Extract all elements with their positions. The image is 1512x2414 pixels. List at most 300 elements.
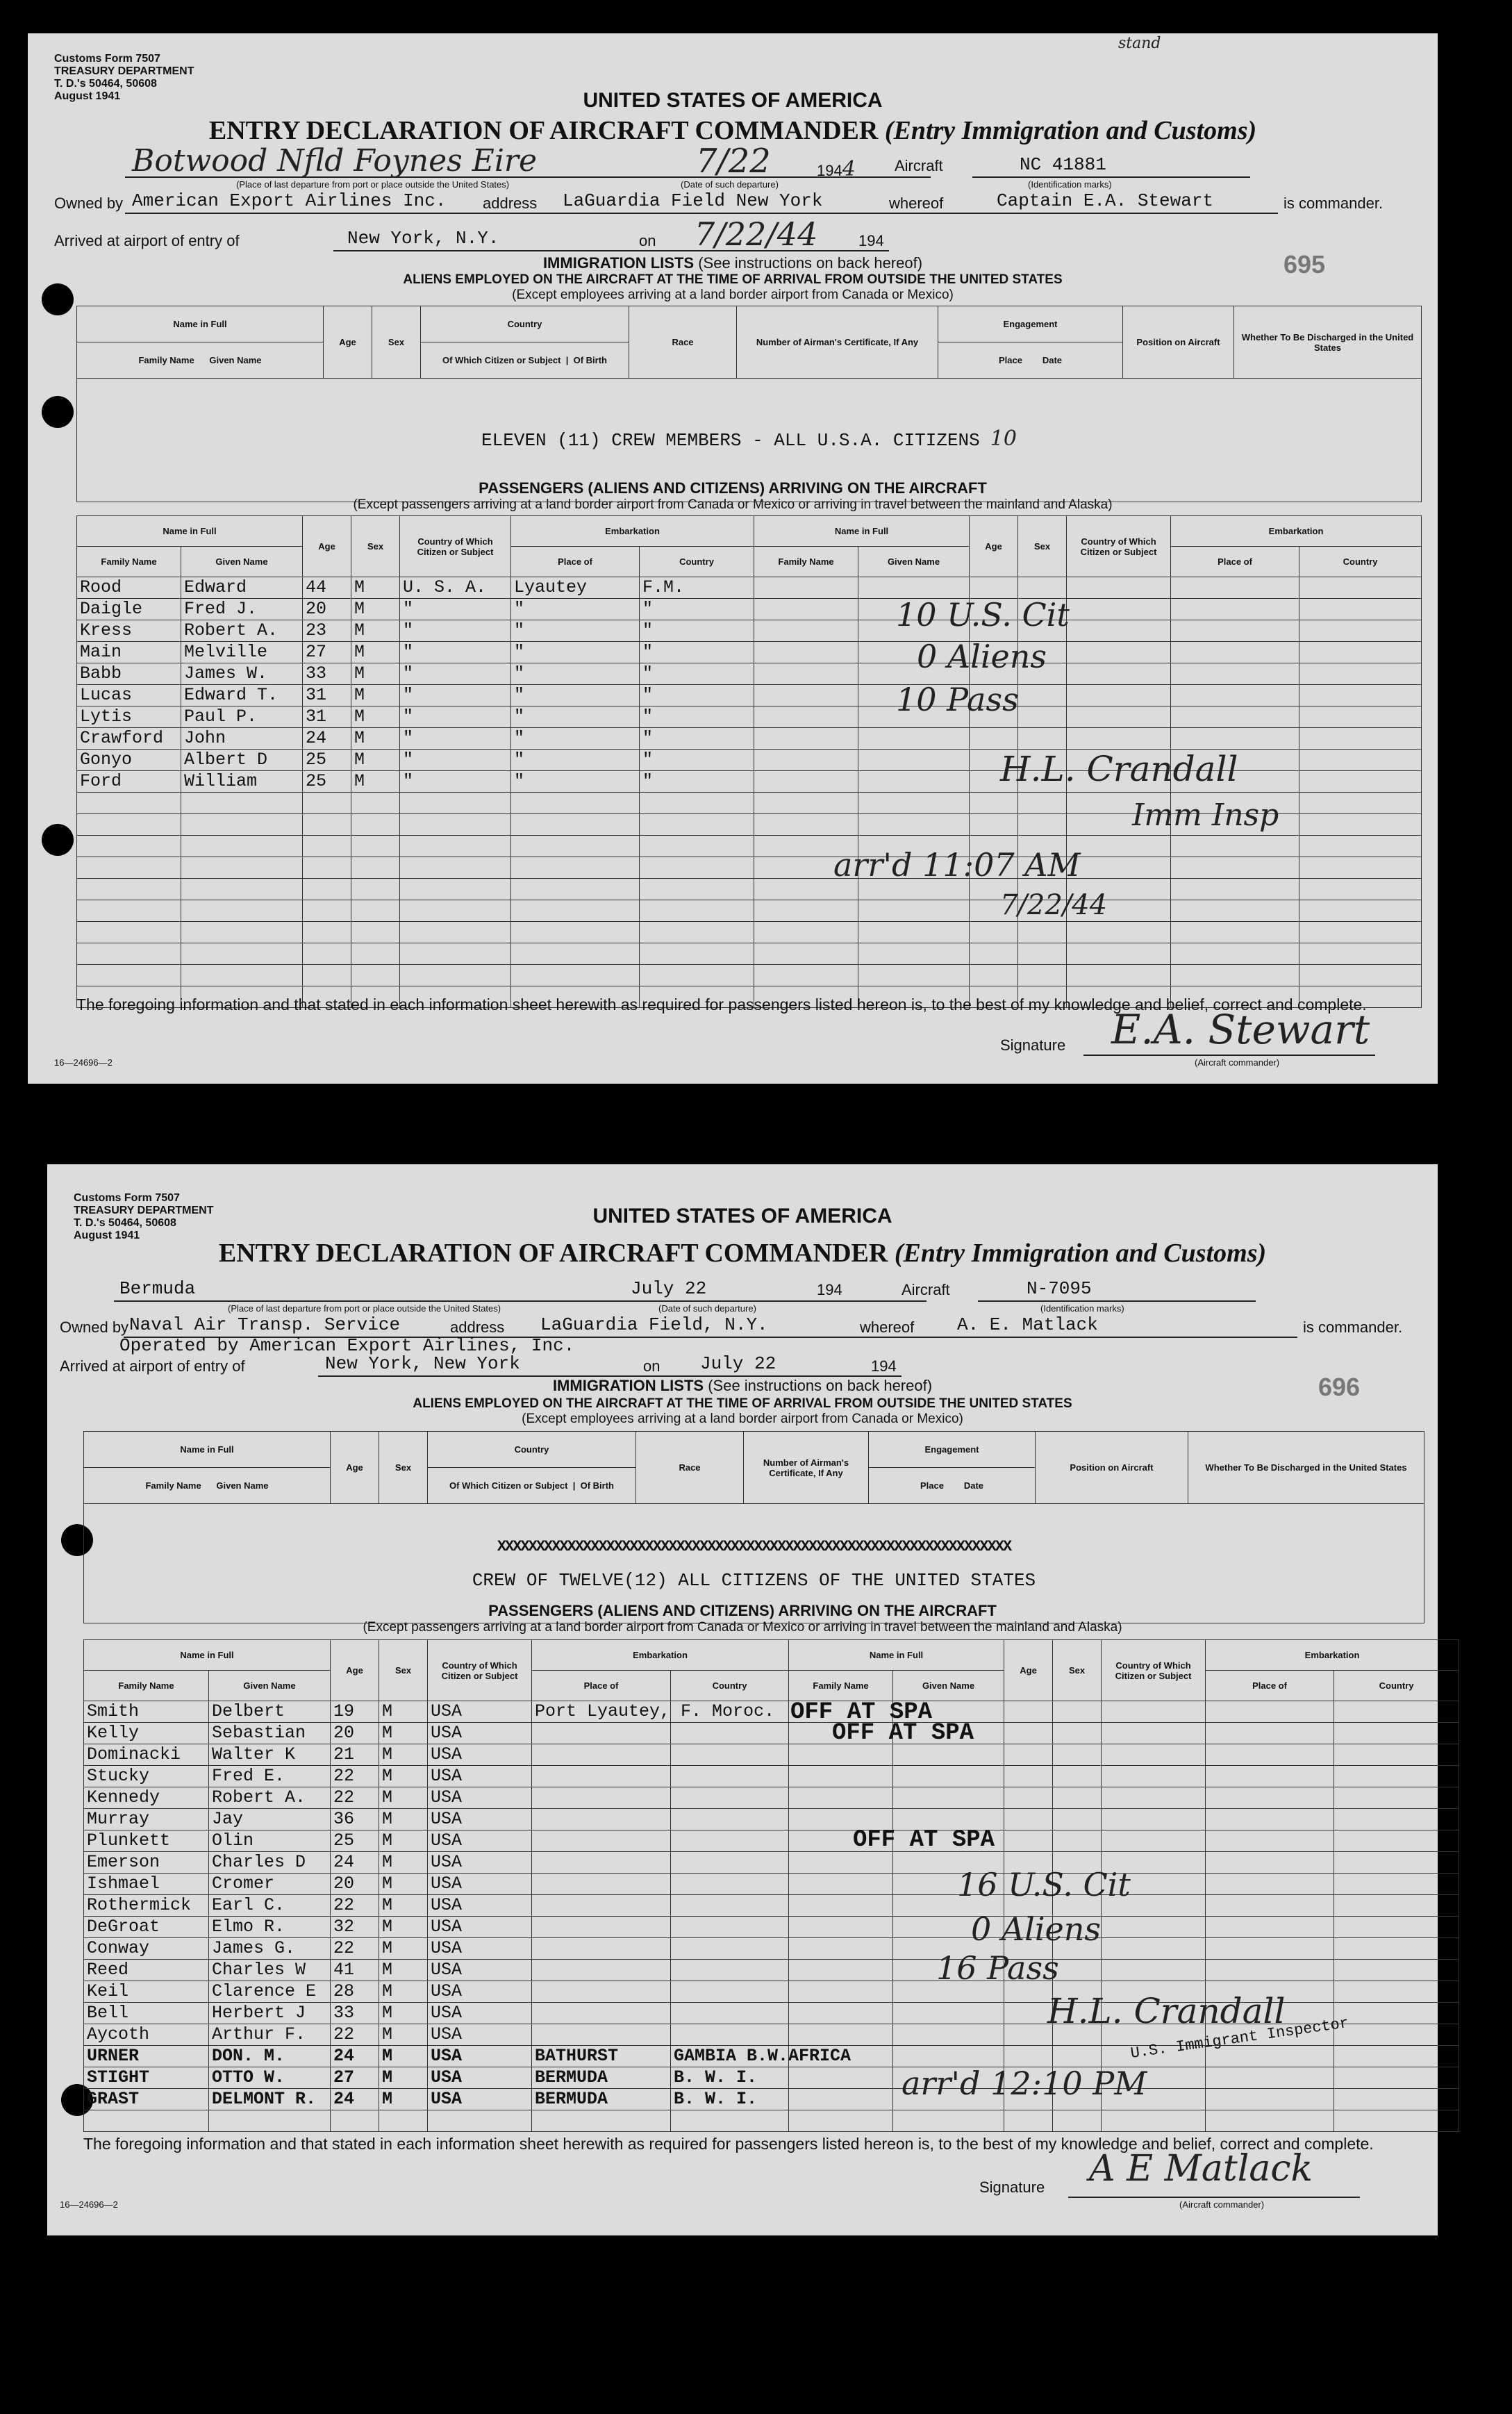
cell-place [532,1830,671,1852]
cell-given: Cromer [209,1874,331,1895]
cell-empty [640,943,754,965]
cell-empty [1299,685,1422,706]
cell-empty [1102,1917,1206,1938]
pcol-given: Given Name [181,547,303,577]
cell-citizen: USA [428,2024,532,2046]
cell-empty [511,879,640,900]
passengers-subheading: (Except passengers arriving at a land border airport from Canada or Mexico or arriving in travel between the mainland and Alaska) [353,497,1113,512]
cell-place [532,1960,671,1981]
cell-empty [351,814,400,836]
col-citizen-birth: Of Which Citizen or Subject | Of Birth [421,342,629,379]
table-row [77,922,1422,943]
cell-sex: M [351,750,400,771]
commander-signature: E.A. Stewart [1111,1006,1370,1053]
col-place: Place [920,1480,944,1491]
cell-family: DeGroat [84,1917,209,1938]
caption-departure: (Place of last departure from port or place outside the United States) [228,1303,501,1314]
cell-empty [1004,2046,1053,2067]
table-row [84,2046,1459,2067]
cell-empty [640,965,754,986]
cell-empty [303,814,351,836]
cell-empty [400,836,511,857]
punch-hole [42,824,74,856]
cell-empty [1334,2003,1459,2024]
cell-family: Conway [84,1938,209,1960]
owned-by-label: Owned by [54,195,124,212]
departure-port: Bermuda [119,1278,196,1299]
cell-empty [1171,922,1299,943]
cell-family: Murray [84,1809,209,1830]
cell-empty [1018,706,1067,728]
cell-place [532,1874,671,1895]
cell-sex: M [379,1895,428,1917]
cell-place: " [511,728,640,750]
cell-age: 27 [331,2067,379,2089]
pcol-family: Family Name [77,547,181,577]
aircraft-label: Aircraft [895,157,943,174]
cell-empty [511,793,640,814]
cell-empty [351,836,400,857]
cell-country [671,1874,789,1895]
cell-empty [1171,663,1299,685]
cell-empty [303,793,351,814]
cell-empty [1102,1766,1206,1787]
cell-empty [1334,2046,1459,2067]
cell-sex: M [351,663,400,685]
cell-family: GRAST [84,2089,209,2110]
cell-empty [1067,577,1171,599]
cell-place [532,1723,671,1744]
aliens-table [83,1431,1424,1623]
cell-empty [1053,1960,1102,1981]
cell-given: Jay [209,1809,331,1830]
cell-empty [1102,2110,1206,2132]
cell-empty [1004,1766,1053,1787]
cell-empty [1004,1744,1053,1766]
cell-empty [858,728,970,750]
cell-given: Herbert J [209,2003,331,2024]
cell-empty [1067,642,1171,663]
cell-given: DON. M. [209,2046,331,2067]
cell-family: Daigle [77,599,181,620]
on-label: on [639,232,656,249]
cell-family: Bell [84,2003,209,2024]
cell-age: 22 [331,1766,379,1787]
cell-empty [303,836,351,857]
arrival-port: New York, New York [325,1353,520,1374]
cell-country [671,2024,789,2046]
cell-sex: M [379,1787,428,1809]
table-row [77,706,1422,728]
pcol-family-r: Family Name [754,547,858,577]
cell-empty [77,900,181,922]
cell-empty [77,793,181,814]
cell-country: F.M. [640,577,754,599]
cell-empty [400,793,511,814]
address: LaGuardia Field, N.Y. [540,1314,768,1335]
cell-citizen: " [400,642,511,663]
cell-empty [400,879,511,900]
cell-age: 44 [303,577,351,599]
cell-empty [1334,1701,1459,1723]
cell-place: Port Lyautey, F. Moroc. [532,1701,671,1723]
cell-empty [400,965,511,986]
cell-empty [858,793,970,814]
cell-empty [1171,943,1299,965]
cell-family: Smith [84,1701,209,1723]
signature-caption: (Aircraft commander) [1195,1057,1280,1068]
country-heading: UNITED STATES OF AMERICA [592,1205,892,1227]
cell-empty [970,728,1018,750]
cell-country [671,1852,789,1874]
cell-given: Clarence E [209,1981,331,2003]
cell-empty [1299,922,1422,943]
cell-empty [1018,965,1067,986]
cell-sex: M [379,1852,428,1874]
address: LaGuardia Field New York [563,190,823,211]
cell-empty [1334,1766,1459,1787]
cell-place: " [511,750,640,771]
col-country: Country [428,1432,636,1468]
cell-empty [1206,1938,1334,1960]
pcol-age: Age [331,1640,379,1701]
cell-country [671,1981,789,2003]
cell-family: URNER [84,2046,209,2067]
pcol-embarkation: Embarkation [511,516,754,547]
cell-empty [181,857,303,879]
cell-empty [754,706,858,728]
cell-citizen: USA [428,1744,532,1766]
cell-country [671,1809,789,1830]
immigration-lists-label: IMMIGRATION LISTS [542,254,695,272]
signature-label: Signature [979,2179,1045,2196]
cell-empty [858,577,970,599]
cell-empty [789,1744,893,1766]
certification-text: The foregoing information and that stated in each information sheet herewith as required for passengers listed hereon is, to the best of my knowledge and belief, correct and complete. [76,995,1367,1014]
col-engagement: Engagement [938,306,1123,342]
cell-empty [181,965,303,986]
cell-sex: M [351,771,400,793]
passengers-heading: PASSENGERS (ALIENS AND CITIZENS) ARRIVING ON THE AIRCRAFT [479,479,987,497]
caption-date: (Date of such departure) [681,179,779,190]
cell-empty [351,857,400,879]
cell-empty [1299,879,1422,900]
owned-by-label: Owned by [60,1318,129,1336]
cell-empty [1334,1830,1459,1852]
cell-family: Stucky [84,1766,209,1787]
cell-country: B. W. I. [671,2089,789,2110]
cell-empty [303,857,351,879]
cell-place: " [511,706,640,728]
cell-place: Lyautey [511,577,640,599]
cell-empty [754,943,858,965]
commander: Captain E.A. Stewart [997,190,1214,211]
cell-age: 24 [331,2046,379,2067]
cell-empty [789,1981,893,2003]
cell-country [671,1917,789,1938]
cell-country: B. W. I. [671,2067,789,2089]
cell-given: John [181,728,303,750]
whereof-label: whereof [860,1318,915,1336]
aliens-subheading: (Except employees arriving at a land border airport from Canada or Mexico) [512,288,954,302]
cell-empty [400,900,511,922]
note-inspector-signature: H.L. Crandall [1000,749,1238,789]
cell-family: Lytis [77,706,181,728]
cell-empty [970,577,1018,599]
col-race: Race [629,306,737,379]
table-row [77,599,1422,620]
cell-empty [754,599,858,620]
table-row [77,642,1422,663]
table-row [84,1744,1459,1766]
pcol-sex-r: Sex [1053,1640,1102,1701]
cell-place [532,1981,671,2003]
pcol-age: Age [303,516,351,577]
departure-date: 7/22 [696,142,771,181]
cell-sex: M [351,685,400,706]
table-row [77,620,1422,642]
cell-family: Babb [77,663,181,685]
cell-empty [754,771,858,793]
cell-citizen: " [400,663,511,685]
immigration-lists-heading [28,254,1438,272]
note-citizens: 10 U.S. Cit [896,596,1070,634]
cell-empty [893,2003,1004,2024]
cell-empty [1206,1830,1334,1852]
cell-age: 31 [303,685,351,706]
cell-empty [970,922,1018,943]
col-place: Place [998,355,1022,365]
cell-sex: M [351,577,400,599]
pcol-place: Place of [511,547,640,577]
cell-empty [1334,2110,1459,2132]
cell-country [671,1938,789,1960]
col-citizen: Of Which Citizen or Subject [442,355,561,365]
cell-empty [1102,1809,1206,1830]
cell-age: 20 [331,1874,379,1895]
cell-age: 21 [331,1744,379,1766]
col-sex: Sex [379,1432,428,1504]
col-citizen-birth: Of Which Citizen or Subject | Of Birth [428,1468,636,1504]
cell-age: 20 [331,1723,379,1744]
cell-place [532,1895,671,1917]
cell-empty [640,900,754,922]
cell-empty [77,943,181,965]
cell-empty [1004,1701,1053,1723]
cell-empty [400,943,511,965]
passengers-table [83,1639,1459,2132]
cell-empty [789,2067,893,2089]
pcol-name: Name in Full [77,516,303,547]
cell-given: Sebastian [209,1723,331,1744]
cell-empty [858,922,970,943]
caption-marks: (Identification marks) [1028,179,1112,190]
cell-empty [1171,836,1299,857]
cell-empty [1206,1766,1334,1787]
cell-empty [1299,663,1422,685]
cell-empty [1171,706,1299,728]
cell-empty [1171,728,1299,750]
cell-citizen: " [400,706,511,728]
col-position: Position on Aircraft [1036,1432,1188,1504]
title-main: ENTRY DECLARATION OF AIRCRAFT COMMANDER [218,1239,888,1268]
cell-empty [1206,1917,1334,1938]
pcol-country-r: Country [1299,547,1422,577]
cell-sex: M [379,2089,428,2110]
aircraft-id: N-7095 [1027,1278,1092,1299]
cell-country [671,1960,789,1981]
cell-citizen: USA [428,1766,532,1787]
note-aliens: 0 Aliens [971,1910,1101,1948]
cell-empty [303,900,351,922]
departure-port: Botwood Nfld Foynes Eire [132,143,537,179]
note-arrival-time: arr'd 11:07 AM [833,846,1081,884]
cell-citizen: USA [428,1874,532,1895]
cell-country [671,1830,789,1852]
cell-empty [1004,2003,1053,2024]
cell-empty [1334,1981,1459,2003]
cell-empty [1299,577,1422,599]
cell-family: Reed [84,1960,209,1981]
cell-empty [1102,1744,1206,1766]
cell-citizen: USA [428,1787,532,1809]
cell-empty [1206,2067,1334,2089]
cell-sex: M [379,1809,428,1830]
aliens-heading: ALIENS EMPLOYED ON THE AIRCRAFT AT THE TIME OF ARRIVAL FROM OUTSIDE THE UNITED STATES [413,1396,1072,1411]
cell-citizen: USA [428,1701,532,1723]
cell-family: Dominacki [84,1744,209,1766]
cell-sex: M [379,1917,428,1938]
col-family: Family Name [138,355,194,365]
cell-empty [1053,1766,1102,1787]
cell-country: " [640,728,754,750]
crew-correction: 10 [990,427,1017,451]
pcol-country-r: Country [1334,1671,1459,1701]
cell-empty [511,900,640,922]
cell-sex: M [351,642,400,663]
pcol-citizen-r: Country of Which Citizen or Subject [1067,516,1171,577]
cell-age: 25 [331,1830,379,1852]
cell-given: Melville [181,642,303,663]
cell-empty [1171,879,1299,900]
cell-given: Edward T. [181,685,303,706]
print-code: 16—24696—2 [54,1057,113,1068]
title-main: ENTRY DECLARATION OF AIRCRAFT COMMANDER [208,116,879,145]
cell-empty [181,879,303,900]
aircraft-id: NC 41881 [1020,154,1106,175]
cell-empty [1067,836,1171,857]
table-row [77,663,1422,685]
cell-empty [1334,2067,1459,2089]
col-family-given [77,342,324,379]
cell-empty [351,900,400,922]
cell-place: " [511,599,640,620]
country-heading: UNITED STATES OF AMERICA [583,89,883,112]
col-race: Race [636,1432,744,1504]
cell-empty [1299,728,1422,750]
table-row [84,1766,1459,1787]
cell-citizen: USA [428,1830,532,1852]
cell-empty [181,836,303,857]
cell-empty [1206,1874,1334,1895]
col-engagement: Engagement [869,1432,1036,1468]
cell-empty [1334,2089,1459,2110]
cell-empty [789,2003,893,2024]
form-number: Customs Form 7507 [54,53,160,65]
caption-date: (Date of such departure) [658,1303,756,1314]
cell-citizen: USA [428,2089,532,2110]
cell-given: OTTO W. [209,2067,331,2089]
arrived-label: Arrived at airport of entry of [54,232,240,249]
pcol-name: Name in Full [84,1640,331,1671]
cell-empty [1067,599,1171,620]
cell-age: 23 [303,620,351,642]
cell-sex: M [379,1981,428,2003]
cell-age: 22 [331,1787,379,1809]
signature-caption: (Aircraft commander) [1179,2199,1265,2210]
cell-country [671,1787,789,1809]
cell-family: Emerson [84,1852,209,1874]
table-row [84,2067,1459,2089]
cell-sex: M [351,728,400,750]
cell-given: William [181,771,303,793]
cell-citizen: " [400,685,511,706]
cell-empty [303,965,351,986]
cell-family: Aycoth [84,2024,209,2046]
cell-empty [1206,1895,1334,1917]
immigration-lists-label: IMMIGRATION LISTS [552,1377,704,1394]
cell-given: Fred E. [209,1766,331,1787]
cell-empty [640,922,754,943]
cell-sex: M [379,1701,428,1723]
cell-sex: M [351,599,400,620]
cell-country [671,2003,789,2024]
passengers-subheading: (Except passengers arriving at a land border airport from Canada or Mexico or arriving in travel between the mainland and Alaska) [363,1620,1122,1635]
cell-place [532,2024,671,2046]
cell-sex: M [379,2003,428,2024]
cell-age: 24 [303,728,351,750]
cell-empty [1102,1787,1206,1809]
col-given: Given Name [209,355,262,365]
cell-place [532,1766,671,1787]
cell-empty [1067,706,1171,728]
cell-empty [858,943,970,965]
cell-empty [858,771,970,793]
cell-empty [77,857,181,879]
cell-age: 19 [331,1701,379,1723]
table-row [77,857,1422,879]
is-commander-label: is commander. [1283,195,1384,212]
cell-empty [1334,1852,1459,1874]
cell-empty [640,814,754,836]
cell-empty [1004,1830,1053,1852]
cell-age: 28 [331,1981,379,2003]
cell-empty [1018,685,1067,706]
col-place-date [869,1468,1036,1504]
cell-empty [1171,620,1299,642]
pcol-sex: Sex [351,516,400,577]
cell-empty [754,642,858,663]
cell-empty [1004,1723,1053,1744]
cell-family: Keil [84,1981,209,2003]
cell-empty [209,2110,331,2132]
col-date: Date [963,1480,984,1491]
commander: A. E. Matlack [957,1314,1098,1335]
form-title [47,1238,1438,1268]
col-family: Family Name [145,1480,201,1491]
table-row [84,1917,1459,1938]
cell-empty [1171,900,1299,922]
